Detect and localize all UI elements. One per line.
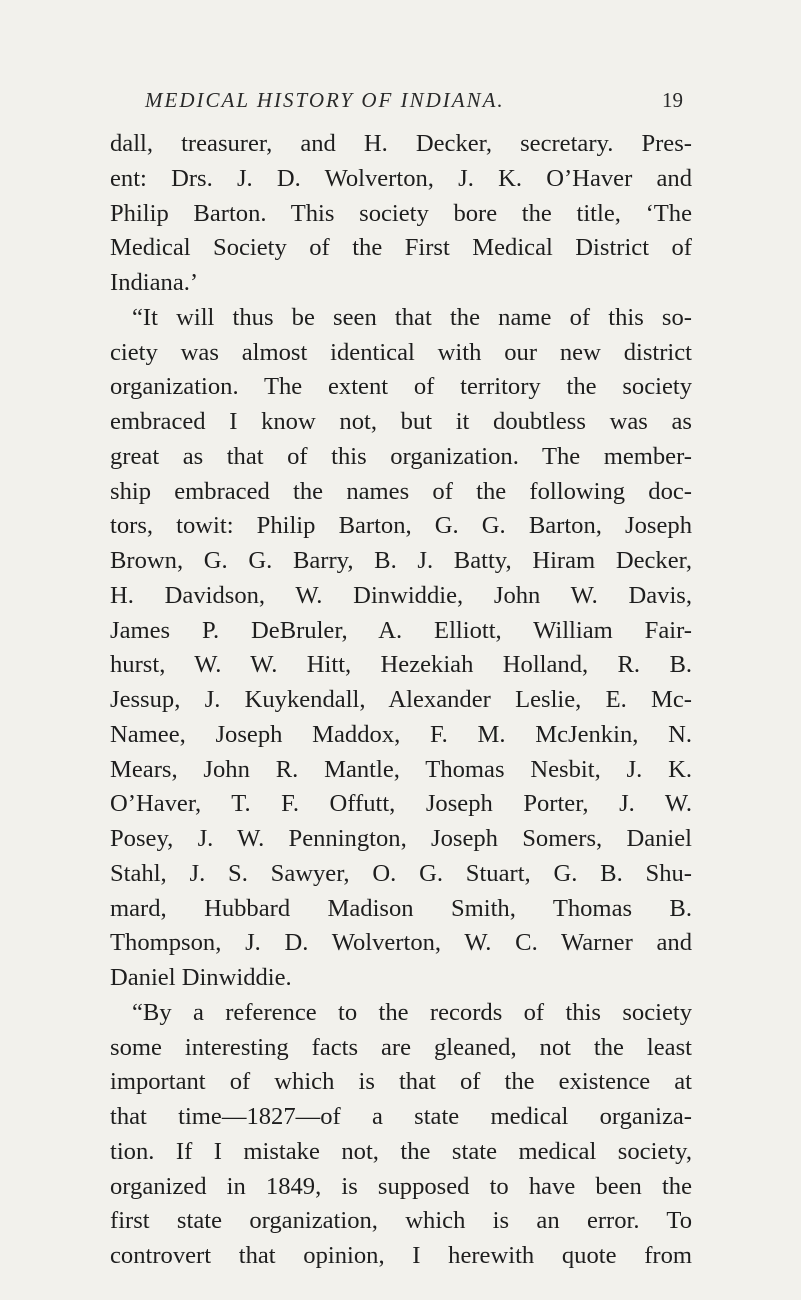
text-line: some interesting facts are gleaned, not the least <box>110 1033 692 1061</box>
text-line: Jessup, J. Kuykendall, Alexander Leslie, E. Mc- <box>110 686 692 713</box>
text-line: ent: Drs. J. D. Wolverton, J. K. O’Haver and <box>110 164 692 192</box>
text-line: ciety was almost identical with our new district <box>110 338 692 366</box>
running-title: MEDICAL HISTORY OF INDIANA. <box>145 88 505 112</box>
text-line: Namee, Joseph Maddox, F. M. McJenkin, N. <box>110 720 692 748</box>
text-line: Brown, G. G. Barry, B. J. Batty, Hiram Decker, <box>110 547 692 574</box>
text-line: James P. DeBruler, A. Elliott, William Fair- <box>110 616 692 644</box>
text-line: first state organization, which is an error. To <box>110 1207 692 1235</box>
text-line: Medical Society of the First Medical District of <box>110 234 692 262</box>
text-line: tion. If I mistake not, the state medical society, <box>110 1137 692 1165</box>
text-line: that time—1827—of a state medical organiza- <box>110 1103 692 1130</box>
text-line: mard, Hubbard Madison Smith, Thomas B. <box>110 894 692 922</box>
text-line: O’Haver, T. F. Offutt, Joseph Porter, J. W. <box>110 790 692 818</box>
text-line: Indiana.’ <box>110 269 199 296</box>
text-line: Mears, John R. Mantle, Thomas Nesbit, J. K. <box>110 755 692 783</box>
text-line: Daniel Dinwiddie. <box>110 964 292 991</box>
text-line: organization. The extent of territory the society <box>110 373 692 401</box>
text-line: “It will thus be seen that the name of this so- <box>132 303 692 331</box>
text-line: “By a reference to the records of this society <box>132 998 692 1026</box>
text-line: great as that of this organization. The member- <box>110 442 692 470</box>
text-line: dall, treasurer, and H. Decker, secretary. Pres- <box>110 130 692 157</box>
text-line: tors, towit: Philip Barton, G. G. Barton, Joseph <box>110 512 692 540</box>
text-line: ship embraced the names of the following doc- <box>110 477 692 505</box>
text-line: controvert that opinion, I herewith quote from <box>110 1242 692 1269</box>
text-line: Thompson, J. D. Wolverton, W. C. Warner and <box>110 929 692 957</box>
text-line: H. Davidson, W. Dinwiddie, John W. Davis, <box>110 581 692 609</box>
page-number: 19 <box>662 88 683 112</box>
text-line: Philip Barton. This society bore the title, ‘The <box>110 199 692 227</box>
running-head <box>0 72 801 112</box>
text-line: hurst, W. W. Hitt, Hezekiah Holland, R. B. <box>110 651 692 679</box>
text-line: important of which is that of the existence at <box>110 1068 692 1096</box>
text-line: Stahl, J. S. Sawyer, O. G. Stuart, G. B. Shu- <box>110 859 692 887</box>
text-line: organized in 1849, is supposed to have been the <box>110 1172 692 1200</box>
text-line: Posey, J. W. Pennington, Joseph Somers, Daniel <box>110 825 692 852</box>
text-line: embraced I know not, but it doubtless was as <box>110 408 692 435</box>
